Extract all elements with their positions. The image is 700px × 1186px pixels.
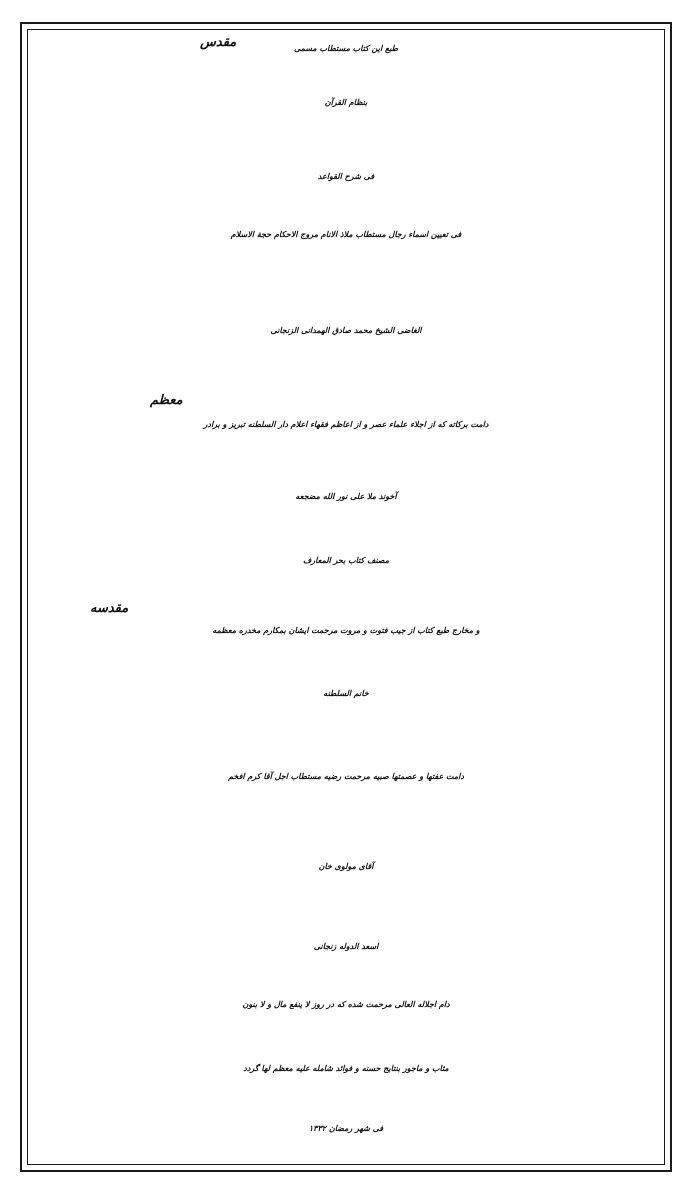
title-line-3: فی شرح القواعد <box>317 171 375 181</box>
title-line-13: اسعد الدوله زنجانی <box>313 941 379 951</box>
title-line-1: طبع این کتاب مستطاب مسمی <box>294 43 398 53</box>
superscript-word: مقدسه <box>90 601 129 616</box>
title-page <box>30 34 662 1160</box>
title-line-12: آقای مولوی خان <box>318 861 374 871</box>
title-line-8: مصنف کتاب بحر المعارف <box>302 555 389 565</box>
title-line-11: دامت عفتها و عصمتها صبیه مرحمت رضیه مستطاب اجل آقا کرم افخم <box>228 771 464 781</box>
title-line-6: دامت برکاته که از اجلاء علماء عصر و از اعاظم فقهاء اعلام دار السلطنه تبریز و برادر <box>203 419 489 429</box>
date-line: فی شهر رمضان ۱۳۳۲ <box>308 1123 384 1133</box>
title-line-7: آخوند ملا علی نور الله مضجعه <box>295 491 397 501</box>
superscript-word: مقدس <box>200 35 237 50</box>
title-line-15: مثاب و ماجور بنتایج حسنه و فوائد شامله علیه معظم لها گردد <box>243 1063 449 1073</box>
title-line-5: الغاضی الشیخ محمد صادق الهمدانی الزنجانی <box>270 325 422 335</box>
title-line-9: و مخارج طبع کتاب از جیب فتوت و مروت مرحمت ایشان بمکارم مخدره معظمه <box>212 625 480 635</box>
title-line-14: دام اجلاله العالی مرحمت شده که در روز لا ینفع مال و لا بنون <box>242 999 450 1009</box>
title-line-2: بنظام القرآن <box>324 97 368 107</box>
title-line-10: خانم السلطنه <box>323 688 369 698</box>
superscript-word: معظم <box>150 393 183 408</box>
title-line-4: فی تعیین اسماء رجال مستطاب ملاذ الانام مروج الاحکام حجة الاسلام <box>230 229 462 239</box>
